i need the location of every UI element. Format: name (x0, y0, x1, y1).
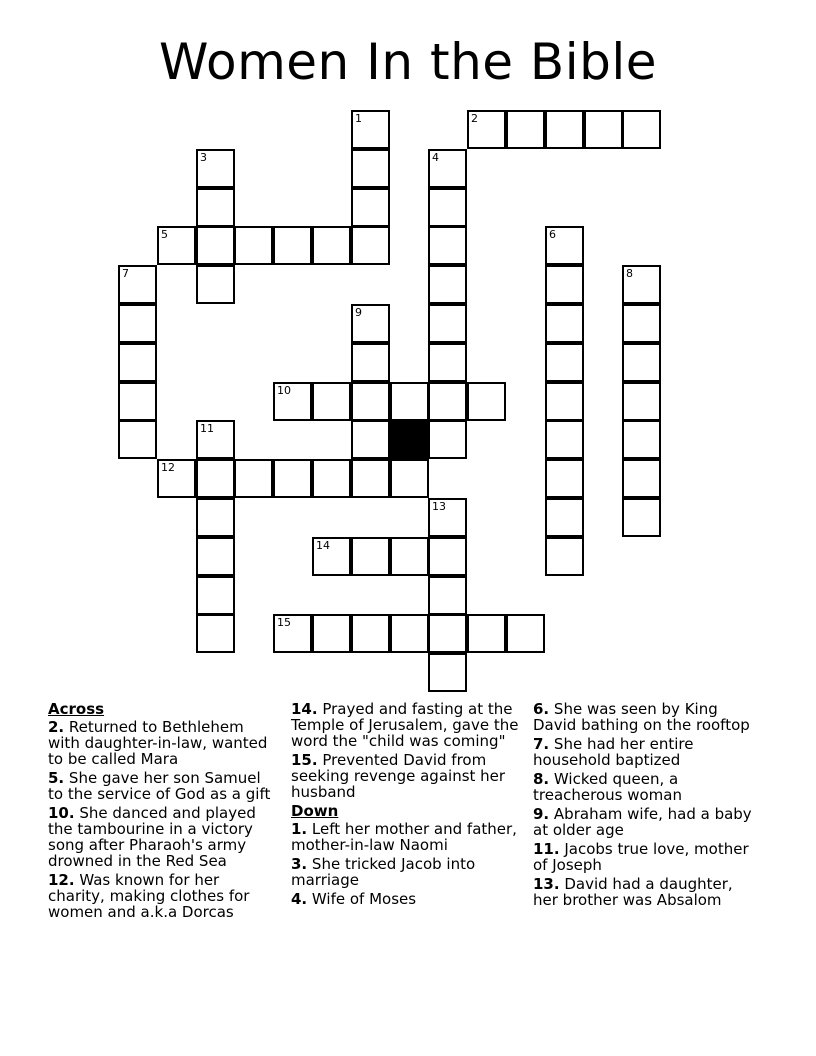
grid-cell[interactable] (273, 382, 312, 421)
grid-cell[interactable] (428, 614, 467, 653)
clue-number: 5 (161, 228, 168, 241)
clue-item-text: Wife of Moses (311, 890, 417, 908)
grid-cell[interactable] (545, 304, 584, 343)
grid-cell[interactable] (545, 265, 584, 304)
clue-number: 8 (626, 267, 633, 280)
grid-cell[interactable] (545, 537, 584, 576)
clue-number: 15 (277, 616, 291, 629)
grid-cell[interactable] (196, 265, 235, 304)
clue-item-number: 13. (533, 875, 560, 893)
grid-cell[interactable] (622, 459, 661, 498)
clue-item-text: She gave her son Samuel to the service of God as a gift (48, 769, 271, 803)
clue-item-text: Returned to Bethlehem with daughter-in-law, wanted to be called Mara (48, 718, 268, 768)
grid-cell[interactable] (351, 149, 390, 188)
grid-cell[interactable] (428, 653, 467, 692)
clue-number: 10 (277, 384, 291, 397)
clue-item-number: 10. (48, 804, 75, 822)
grid-cell[interactable] (545, 382, 584, 421)
clue-item-number: 6. (533, 700, 550, 718)
across-heading: Across (48, 700, 105, 718)
grid-cell[interactable] (390, 614, 429, 653)
grid-cell[interactable] (273, 459, 312, 498)
grid-cell[interactable] (196, 498, 235, 537)
grid-cell[interactable] (157, 459, 196, 498)
grid-cell[interactable] (351, 188, 390, 227)
grid-cell[interactable] (118, 420, 157, 459)
grid-cell[interactable] (234, 459, 273, 498)
clue-item-number: 4. (291, 890, 308, 908)
clue-item (291, 856, 527, 888)
grid-cell[interactable] (622, 382, 661, 421)
clue-number: 14 (316, 539, 330, 552)
grid-cell[interactable] (273, 614, 312, 653)
grid-cell[interactable] (428, 188, 467, 227)
grid-cell[interactable] (467, 110, 506, 149)
clue-item-number: 15. (291, 751, 318, 769)
clue-item-text: Wicked queen, a treacherous woman (533, 770, 682, 804)
clue-item-number: 7. (533, 735, 550, 753)
clue-number: 12 (161, 461, 175, 474)
clue-number: 9 (355, 306, 362, 319)
grid-cell[interactable] (428, 343, 467, 382)
grid-cell[interactable] (118, 382, 157, 421)
clue-item-text: Left her mother and father, mother-in-law Naomi (291, 820, 517, 854)
grid-cell[interactable] (157, 226, 196, 265)
clue-item (48, 770, 280, 802)
grid-cell[interactable] (234, 226, 273, 265)
grid-cell[interactable] (545, 343, 584, 382)
grid-cell[interactable] (312, 459, 351, 498)
grid-cell[interactable] (428, 498, 467, 537)
grid-cell[interactable] (351, 420, 390, 459)
clue-number: 7 (122, 267, 129, 280)
grid-cell[interactable] (196, 420, 235, 459)
clues-column-2 (291, 701, 527, 910)
clue-number: 6 (549, 228, 556, 241)
clue-item (533, 701, 755, 733)
grid-cell[interactable] (273, 226, 312, 265)
grid-cell[interactable] (351, 537, 390, 576)
grid-cell[interactable] (622, 265, 661, 304)
grid-cell[interactable] (351, 304, 390, 343)
clue-item (533, 876, 755, 908)
grid-cell[interactable] (312, 614, 351, 653)
grid-cell[interactable] (118, 265, 157, 304)
clues-column-1 (48, 701, 280, 923)
grid-cell[interactable] (351, 110, 390, 149)
grid-cell[interactable] (622, 498, 661, 537)
black-cell (390, 420, 429, 459)
clues-column-3 (533, 701, 755, 911)
grid-cell[interactable] (428, 149, 467, 188)
clue-item-text: Prayed and fasting at the Temple of Jerusalem, gave the word the "child was coming" (291, 700, 519, 750)
grid-cell[interactable] (622, 110, 661, 149)
clue-item-text: Jacobs true love, mother of Joseph (533, 840, 749, 874)
grid-cell[interactable] (622, 420, 661, 459)
clue-item-number: 11. (533, 840, 560, 858)
clue-item-text: She had her entire household baptized (533, 735, 694, 769)
clue-item-text: She tricked Jacob into marriage (291, 855, 476, 889)
clue-number: 1 (355, 112, 362, 125)
clue-item (291, 891, 527, 907)
clue-item (533, 806, 755, 838)
clue-item-number: 2. (48, 718, 65, 736)
grid-cell[interactable] (312, 382, 351, 421)
grid-cell[interactable] (118, 304, 157, 343)
grid-cell[interactable] (545, 110, 584, 149)
grid-cell[interactable] (196, 537, 235, 576)
clue-item-text: She danced and played the tambourine in a victory song after Pharaoh's army drowned in the Red Sea (48, 804, 256, 870)
clue-item-text: Prevented David from seeking revenge against her husband (291, 751, 506, 801)
clue-item-text: Was known for her charity, making clothes for women and a.k.a Dorcas (48, 871, 250, 921)
clue-item (291, 821, 527, 853)
grid-cell[interactable] (312, 537, 351, 576)
clue-number: 11 (200, 422, 214, 435)
clue-item-number: 5. (48, 769, 65, 787)
clue-item-number: 1. (291, 820, 308, 838)
grid-cell[interactable] (428, 265, 467, 304)
grid-cell[interactable] (196, 188, 235, 227)
clue-item-number: 14. (291, 700, 318, 718)
clue-item-number: 9. (533, 805, 550, 823)
grid-cell[interactable] (351, 459, 390, 498)
grid-cell[interactable] (351, 382, 390, 421)
grid-cell[interactable] (428, 537, 467, 576)
grid-cell[interactable] (545, 226, 584, 265)
clue-item-number: 3. (291, 855, 308, 873)
grid-cell[interactable] (584, 110, 623, 149)
grid-cell[interactable] (196, 576, 235, 615)
clue-item (48, 872, 280, 920)
grid-cell[interactable] (351, 614, 390, 653)
grid-cell[interactable] (545, 420, 584, 459)
down-heading: Down (291, 802, 339, 820)
clue-item-text: Abraham wife, had a baby at older age (533, 805, 752, 839)
grid-cell[interactable] (196, 459, 235, 498)
grid-cell[interactable] (428, 304, 467, 343)
clue-item (533, 841, 755, 873)
grid-cell[interactable] (506, 110, 545, 149)
grid-cell[interactable] (428, 576, 467, 615)
clue-item-text: She was seen by King David bathing on the rooftop (533, 700, 750, 734)
clue-item (533, 736, 755, 768)
grid-cell[interactable] (622, 343, 661, 382)
grid-cell[interactable] (312, 226, 351, 265)
clue-item (533, 771, 755, 803)
grid-cell[interactable] (428, 420, 467, 459)
grid-cell[interactable] (196, 149, 235, 188)
clue-number: 4 (432, 151, 439, 164)
clue-item (48, 805, 280, 869)
grid-cell[interactable] (196, 226, 235, 265)
grid-cell[interactable] (118, 343, 157, 382)
clue-number: 3 (200, 151, 207, 164)
grid-cell[interactable] (390, 537, 429, 576)
clue-item-number: 12. (48, 871, 75, 889)
clue-number: 13 (432, 500, 446, 513)
clue-item (48, 719, 280, 767)
grid-cell[interactable] (506, 614, 545, 653)
grid-cell[interactable] (390, 382, 429, 421)
clue-number: 2 (471, 112, 478, 125)
grid-cell[interactable] (196, 614, 235, 653)
clue-item-number: 8. (533, 770, 550, 788)
grid-cell[interactable] (467, 382, 506, 421)
grid-cell[interactable] (390, 459, 429, 498)
grid-cell[interactable] (467, 614, 506, 653)
clue-item-text: David had a daughter, her brother was Absalom (533, 875, 733, 909)
clue-item (291, 752, 527, 800)
grid-cell[interactable] (545, 459, 584, 498)
grid-cell[interactable] (351, 343, 390, 382)
grid-cell[interactable] (428, 226, 467, 265)
page-title: Women In the Bible (158, 33, 657, 91)
grid-cell[interactable] (622, 304, 661, 343)
clue-item (291, 701, 527, 749)
grid-cell[interactable] (545, 498, 584, 537)
grid-cell[interactable] (351, 226, 390, 265)
grid-cell[interactable] (428, 382, 467, 421)
